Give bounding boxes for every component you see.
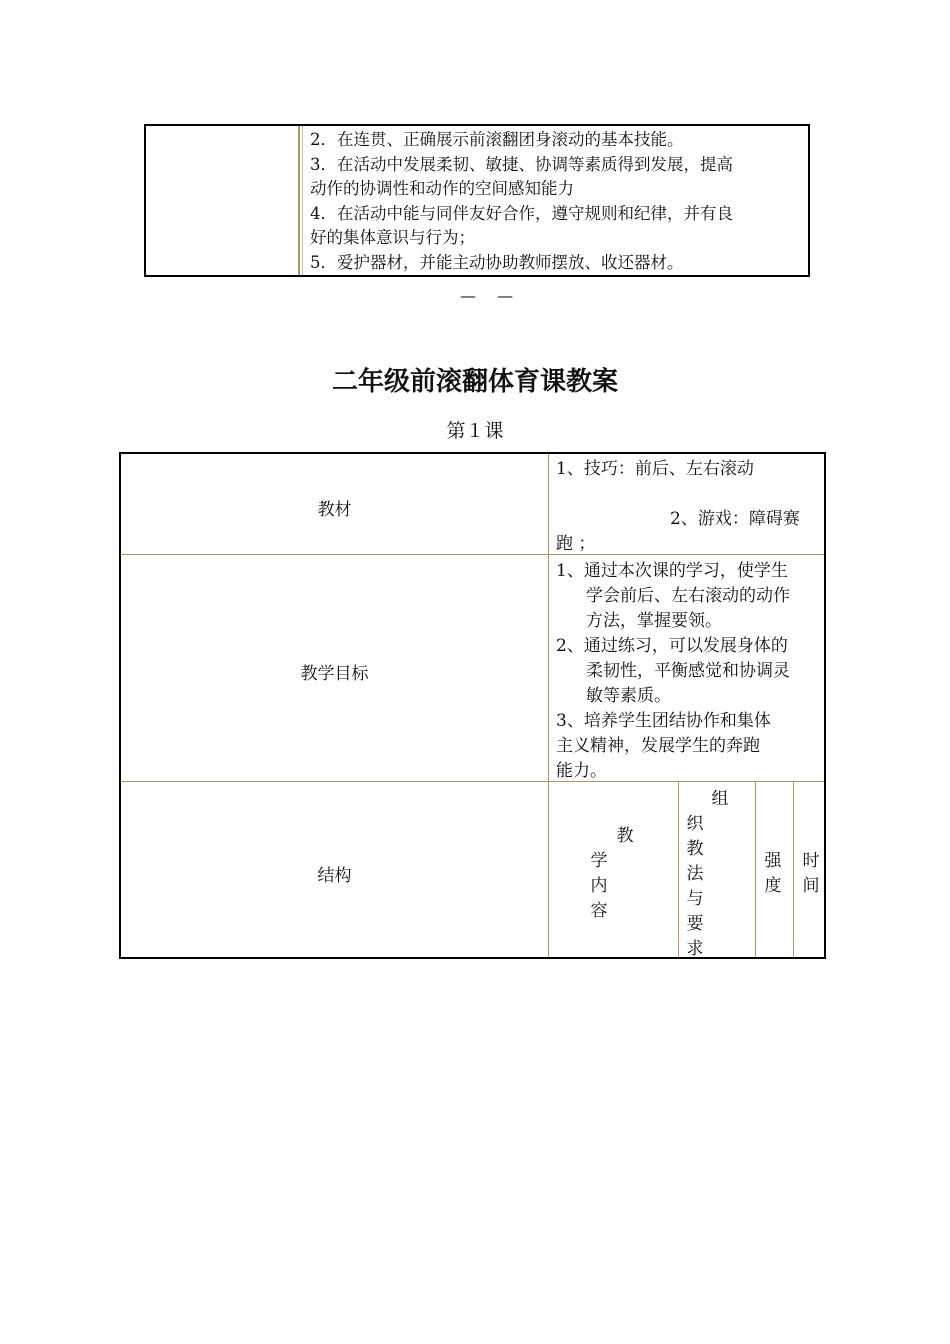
goal-line: 主义精神，发展学生的奔跑 — [556, 736, 760, 756]
objectives-list — [310, 128, 798, 276]
time-header-char: 间 — [802, 876, 820, 896]
content-header-char: 教 — [616, 826, 634, 846]
column-divider — [678, 781, 679, 957]
structure-label: 结构 — [317, 866, 352, 886]
intensity-header-char: 强 — [764, 851, 782, 871]
objective-item: 4．在活动中能与同伴友好合作，遵守规则和纪律，并有良 — [310, 203, 733, 223]
method-header-char: 法 — [686, 864, 704, 884]
page-marker: — — — [460, 286, 522, 305]
goal-line: 3、培养学生团结协作和集体 — [556, 711, 771, 731]
method-header-char: 与 — [686, 889, 704, 909]
material-item: 跑 ； — [556, 534, 596, 554]
content-header-char: 学 — [590, 851, 608, 871]
column-divider — [298, 126, 300, 275]
column-divider — [548, 554, 549, 781]
goal-line: 1、通过本次课的学习，使学生 — [556, 561, 788, 581]
column-divider — [793, 781, 794, 957]
column-divider — [755, 781, 756, 957]
goal-line: 能力。 — [556, 761, 607, 781]
goal-line: 方法，掌握要领。 — [586, 611, 722, 631]
row-divider — [121, 781, 824, 782]
goal-line: 学会前后、左右滚动的动作 — [586, 586, 790, 606]
intensity-header-char: 度 — [764, 876, 782, 896]
lesson-number: 第１课 — [446, 420, 504, 442]
material-item: 2、游戏：障碍赛 — [670, 509, 800, 529]
goal-label: 教学目标 — [300, 664, 369, 684]
objective-item: 2．在连贯、正确展示前滚翻团身滚动的基本技能。 — [310, 130, 684, 149]
goal-line: 敏等素质。 — [586, 686, 671, 706]
objective-item: 5．爱护器材，并能主动协助教师摆放、收还器材。 — [310, 252, 684, 272]
column-divider — [548, 454, 549, 554]
lesson-table — [119, 452, 826, 959]
objective-item: 动作的协调性和动作的空间感知能力 — [310, 179, 574, 199]
method-header-char: 求 — [686, 939, 704, 959]
objective-item: 好的集体意识与行为； — [310, 228, 475, 248]
time-header-char: 时 — [802, 851, 820, 871]
material-item: 1、技巧：前后、左右滚动 — [556, 459, 754, 479]
method-header-char: 组 — [711, 789, 729, 809]
method-header-char: 织 — [686, 814, 704, 834]
method-header-char: 教 — [686, 839, 704, 859]
column-divider — [302, 126, 303, 275]
content-header-char: 容 — [590, 901, 608, 921]
objective-item: 3．在活动中发展柔韧、敏捷、协调等素质得到发展，提高 — [310, 154, 733, 174]
page-title: 二年级前滚翻体育课教案 — [331, 367, 618, 397]
continuation-table — [144, 124, 810, 277]
column-divider — [548, 781, 549, 957]
goal-line: 2、通过练习，可以发展身体的 — [556, 636, 788, 656]
content-header-char: 内 — [590, 876, 608, 896]
material-label: 教材 — [317, 500, 352, 520]
goal-line: 柔韧性，平衡感觉和协调灵 — [586, 661, 790, 681]
method-header-char: 要 — [686, 914, 704, 934]
row-divider — [121, 554, 824, 555]
